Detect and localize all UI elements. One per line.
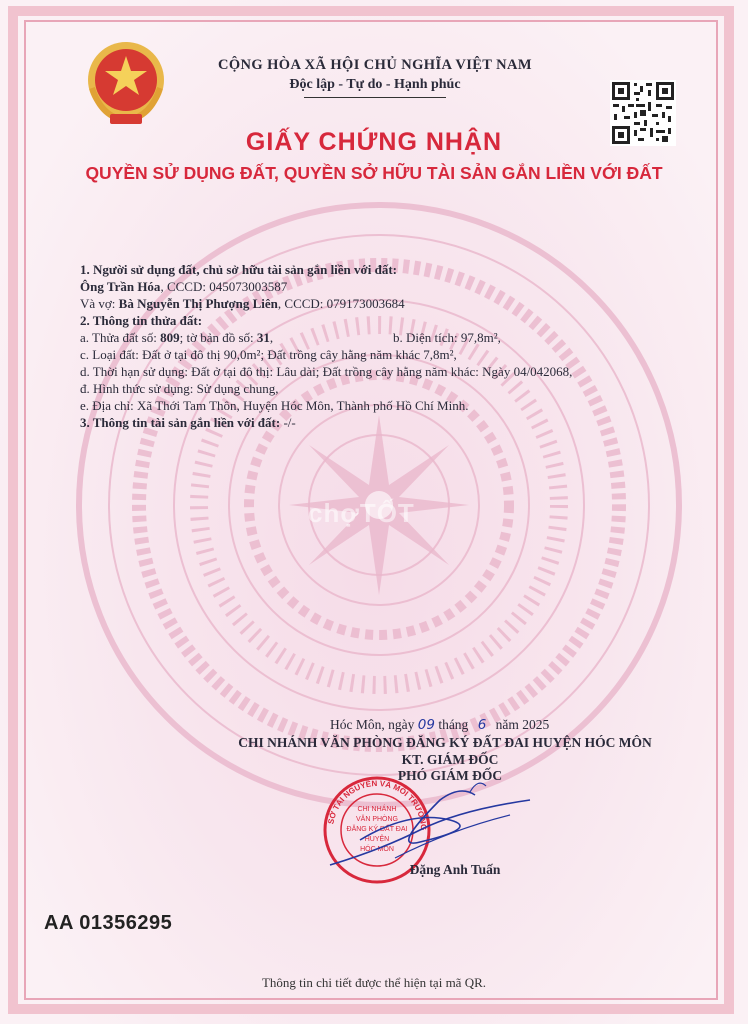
stamp-line-1: CHI NHÁNH — [357, 806, 397, 813]
spouse-prefix: Và vợ: — [80, 296, 119, 311]
map-number: 31 — [256, 330, 270, 345]
owner-id: , CCCD: 045073003587 — [160, 279, 288, 294]
spouse-line — [80, 296, 405, 312]
month-label: tháng — [438, 717, 469, 732]
parcel-end: , — [269, 330, 274, 345]
issuing-office: CHI NHÁNH VĂN PHÒNG ĐĂNG KÝ ĐẤT ĐAI HUYỆN HÓC MÔN — [238, 735, 652, 750]
section3-value: -/- — [280, 415, 296, 430]
certificate-title: GIẤY CHỨNG NHẬN — [245, 128, 503, 156]
land-type-line: c. Loại đất: Đất ở tại đô thị 90,0m²; Đất trồng cây hằng năm khác 7,8m², — [80, 347, 457, 362]
parcel-number: 809 — [160, 330, 180, 345]
watermark-text: chợTỐT — [308, 498, 415, 528]
serial-number: AA 01356295 — [44, 912, 173, 934]
motto-underline — [304, 97, 446, 98]
usage-form-line: đ. Hình thức sử dụng: Sử dụng chung, — [80, 381, 279, 396]
stamp-ring-path: SỞ TÀI NGUYÊN VÀ MÔI TRƯỜNG — [326, 778, 429, 831]
owner-line — [80, 279, 287, 295]
address-line: e. Địa chỉ: Xã Thới Tam Thôn, Huyện Hóc Môn, Thành phố Hồ Chí Minh. — [80, 398, 469, 413]
parcel-mid: ; tờ bản đồ số: — [179, 330, 257, 345]
signing-month: 6 — [477, 717, 487, 733]
signing-day: 09 — [417, 717, 435, 733]
kt-director: KT. GIÁM ĐỐC — [401, 752, 499, 767]
term-line: d. Thời hạn sử dụng: Đất ở tại đô thị: Lâu dài; Đất trồng cây hằng năm khác: Ngày 04/042068, — [80, 364, 573, 379]
section2-heading: 2. Thông tin thửa đất: — [80, 313, 203, 328]
area-line: b. Diện tích: 97,8m², — [393, 330, 501, 345]
section3-line — [80, 415, 296, 431]
signing-place: Hóc Môn, ngày — [330, 717, 415, 732]
signer-name: Đặng Anh Tuấn — [409, 862, 501, 877]
qr-footer-note: Thông tin chi tiết được thể hiện tại mã QR. — [261, 975, 487, 990]
spouse-name: Bà Nguyễn Thị Phượng Liên — [118, 296, 278, 311]
parcel-prefix: a. Thửa đất số: — [80, 330, 161, 345]
section1-heading: 1. Người sử dụng đất, chủ sở hữu tài sản gắn liền với đất: — [80, 262, 397, 277]
parcel-line — [80, 330, 273, 346]
stamp-line-2: VĂN PHÒNG — [355, 816, 399, 823]
certificate-subtitle: QUYỀN SỬ DỤNG ĐẤT, QUYỀN SỞ HỮU TÀI SẢN GẮN LIỀN VỚI ĐẤT — [85, 163, 663, 183]
stamp-line-4: HUYỆN — [364, 836, 390, 843]
owner-name: Ông Trần Hóa — [80, 279, 161, 294]
national-motto: Độc lập - Tự do - Hạnh phúc — [289, 77, 461, 92]
deputy-director: PHÓ GIÁM ĐỐC — [397, 768, 503, 783]
stamp-line-3: ĐĂNG KÝ ĐẤT ĐAI — [346, 826, 408, 833]
stamp-line-5: HÓC MÔN — [360, 846, 394, 853]
spouse-id: , CCCD: 079173003684 — [277, 296, 405, 311]
section3-heading: 3. Thông tin tài sản gắn liền với đất: — [80, 415, 281, 430]
nation-heading: CỘNG HÒA XÃ HỘI CHỦ NGHĨA VIỆT NAM — [218, 57, 532, 73]
signing-year: năm 2025 — [495, 717, 550, 732]
signing-date-line — [330, 717, 549, 733]
